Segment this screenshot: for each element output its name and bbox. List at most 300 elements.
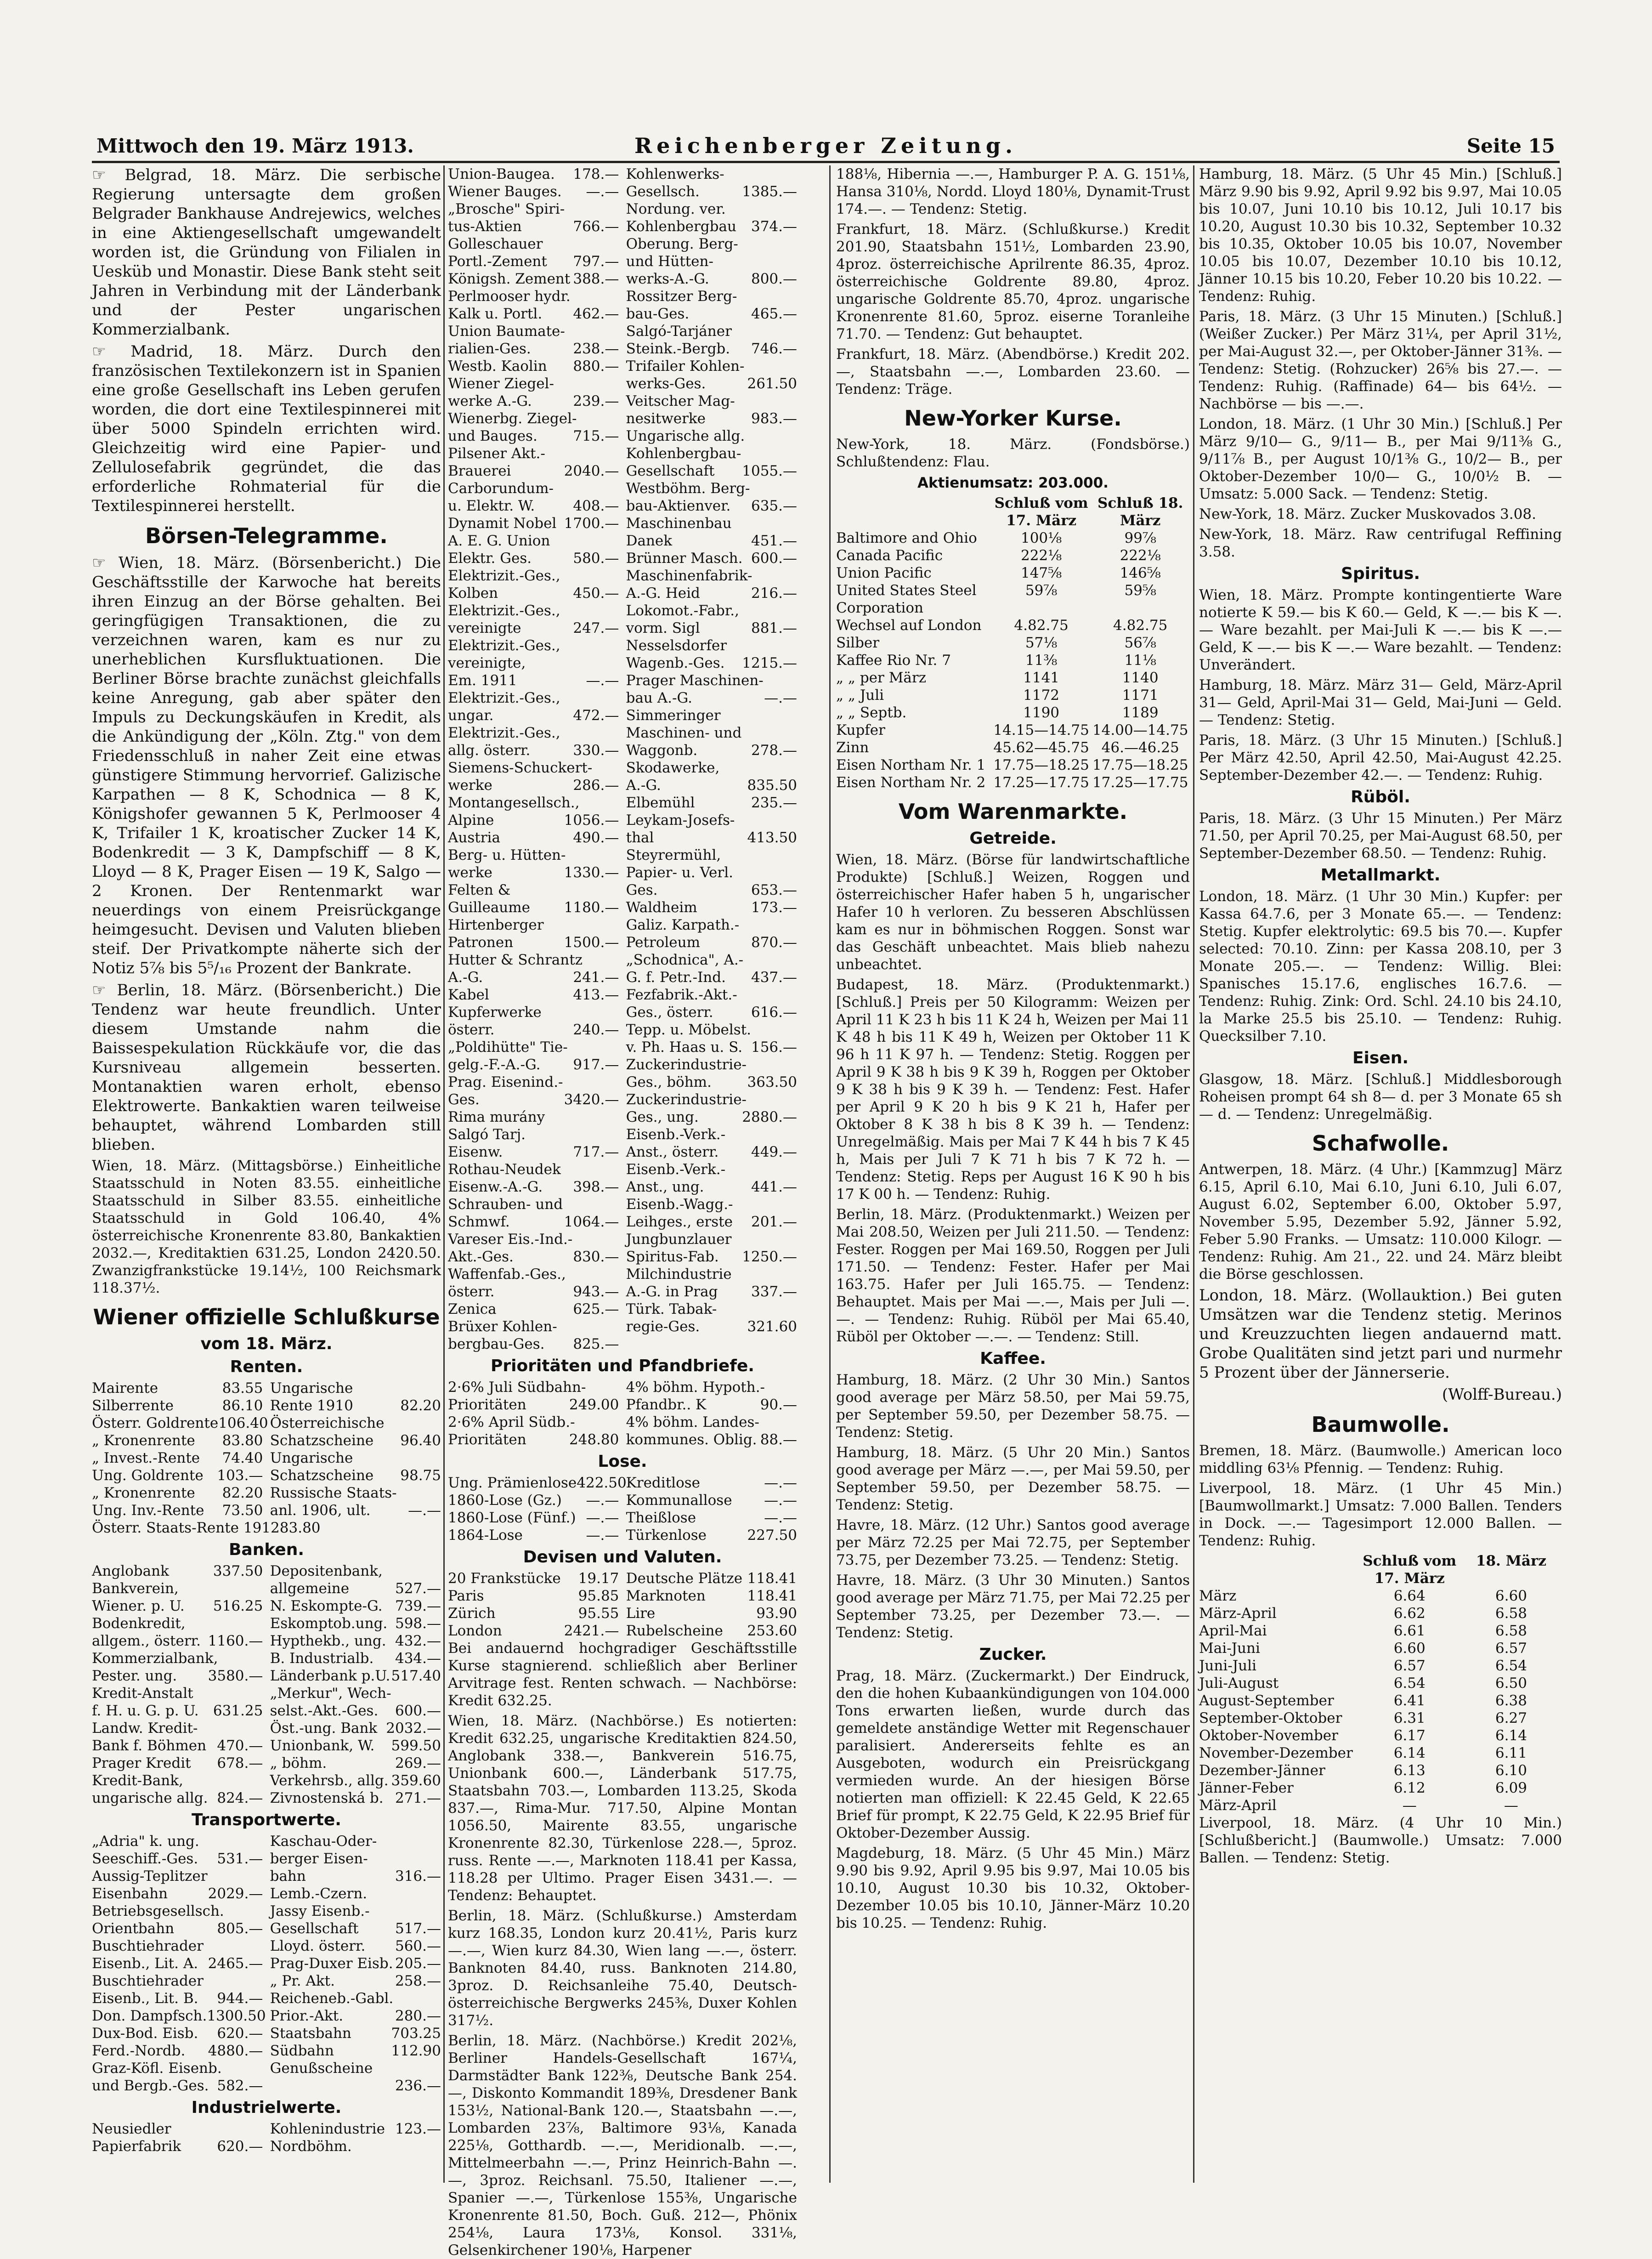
cell-value: 93.90 [756,1605,797,1622]
cell-label: Neusiedler [92,2121,171,2137]
table-row [448,1213,797,1231]
cell-label: Kreditlose [626,1475,700,1491]
cell-label: „ „ Juli [836,687,884,704]
cell-label: Fezfabrik.-Akt.- [626,987,737,1003]
cell-label: Lokomot.-Fabr., [626,602,740,619]
cell-label: „Schodnica", A.- [626,952,744,968]
cell-label: bau-Aktienver. [626,498,731,514]
cell-value: 100⅛ [1020,530,1062,546]
cell-label: „ Pr. Akt. [270,1973,335,1989]
cell-label: N. Eskompte-G. [270,1598,383,1614]
cell-label: Kohlenwerks- [626,166,724,182]
article-frankfurt-abend: Frankfurt, 18. März. (Abendbörse.) Kredit 202.—, Staatsbahn —.—, Lombarden 23.60. — Tendenz: Träge. [836,346,1190,397]
cell-label: „ böhm. [270,1755,327,1771]
cell-value: 797.— [573,253,619,270]
column-rule [443,165,445,2183]
cell-label: Nordung. ver. [626,201,726,217]
cell-value: 599.50 [391,1737,441,1754]
cell-label: Skodawerke, [626,760,720,776]
cell-value: 451.— [751,533,797,549]
table-row [448,323,797,340]
cell-label: u. Elektr. W. [448,498,535,514]
cell-value: 337.— [751,1283,797,1300]
cell-value: 103.— [217,1467,263,1484]
cell-label: Portl.-Zement [448,253,547,270]
cell-value: 620.— [217,2025,263,2042]
cell-value: 434.— [395,1650,441,1667]
cell-value: 95.55 [578,1605,619,1622]
column-1 [92,165,441,2183]
cell-value: 1300.50 [207,2008,266,2024]
cell-label: A.-G. [626,777,661,794]
table-row [448,183,797,200]
cell-label: werks-A.-G. [626,271,709,287]
banken-table [92,1562,441,1807]
table-row [448,1622,797,1640]
cell-label: „Merkur", Wech- [270,1685,391,1702]
cell-value: 6.60 [1393,1640,1426,1657]
cell-label: 1864-Lose [448,1527,523,1544]
cell-value: 943.— [573,1283,619,1300]
cell-value: 1056.— [564,812,619,829]
table-row [92,1580,441,1597]
cell-label: Ung. Goldrente [92,1467,204,1484]
cell-label: Ungarische [270,1380,353,1396]
article-ny-zucker-2: New-York, 18. März. Raw centrifugal Reffining 3.58. [1199,526,1562,560]
table-row [448,270,797,288]
cell-label: thal [626,829,654,846]
cell-label: Aussig-Teplitzer [92,1868,208,1884]
cell-value: 413.— [573,987,619,1003]
cell-label: Pester. ung. [92,1668,177,1684]
cell-value: 449.— [751,1144,797,1160]
cell-value: 178.— [573,166,619,182]
table-row [448,864,797,881]
article-frankfurt: Frankfurt, 18. März. (Schlußkurse.) Kredit 201.90, Staatsbahn 151½, Lombarden 23.90, 4proz. österreichische Aprilrente 86.35, 4proz. österreichische Goldrente 89.80, 4proz. ungarische Goldrente 85.70, 4proz. ungarische Kronenrente 81.60, 5proz. eiserne Toranleihe 71.70. — Tendenz: Gut behauptet. [836,221,1190,342]
cell-value: 4.82.75 [1014,617,1069,634]
cell-label: Pilsener Akt.- [448,445,545,462]
cell-value: 1190 [1023,704,1060,721]
cell-label: bau A.-G. [626,690,692,706]
cell-label: Lemb.-Czern. [270,1885,368,1902]
table-row [1199,1797,1562,1814]
table-row [836,669,1190,687]
cell-value: 398.— [573,1179,619,1195]
article-hamburg-zucker: Hamburg, 18. März. (5 Uhr 45 Min.) [Schluß.] März 9.90 bis 9.92, April 9.92 bis 9.97, Mai 10.05 bis 10.07, Juni 10.10 bis 10.12, Juli 10.17 bis 10.20, August 10.30 bis 10.32, September 10.32 bis 10.35, Oktober 10.05 bis 10.07, November 10.05 bis 10.07, Dezember 10.10 bis 10.12, Jänner 10.15 bis 10.20, Feber 10.20 bis 10.22. — Tendenz: Ruhig. [1199,166,1562,305]
cell-label: März [1199,1588,1237,1604]
table-row [1199,1744,1562,1762]
cell-label: September-Oktober [1199,1710,1342,1726]
table-row [448,1039,797,1056]
table-row [448,899,797,916]
cell-label: A. E. G. Union [448,533,550,549]
cell-value: 835.50 [747,777,797,794]
cell-value: 870.— [751,934,797,951]
cell-label: Mai-Juni [1199,1640,1260,1657]
cell-value: 235.— [751,795,797,811]
cell-label: Unionbank, W. [270,1737,375,1754]
cell-value: 96.40 [400,1432,441,1449]
article-paris-zucker: Paris, 18. März. (3 Uhr 15 Minuten.) [Schluß.] (Weißer Zucker.) Per März 31¼, per April 31½, per Mai-August 32.—, per Oktober-Jänner 31⅜. — Tendenz: Stetig. (Rohzucker) 26⅝ bis 27.—. — Tendenz: Ruhig. (Raffinade) 64— bis 64½. — Nachbörse — bis —.—. [1199,308,1562,412]
table-row [92,1850,441,1867]
cell-label: Tepp. u. Möbelst. [626,1022,752,1038]
table-row [92,2120,441,2138]
cell-value: 6.14 [1495,1727,1527,1744]
cell-label: Eisenb.-Wagg.- [626,1196,733,1213]
cell-value: 249.00 [569,1396,619,1413]
article-wien-nachboerse: Wien, 18. März. (Nachbörse.) Es notierten: Kredit 632.25, ungarische Kreditaktien 824.50, Anglobank 338.—, Bankverein 516.75, Unionbank 600.—, Länderbank 517.75, Staatsbahn 703.—, Lombarden 113.25, Skoda 837.—, Rima-Mur. 717.50, Alpine Montan 1056.50, Mairente 83.55, ungarische Kronenrente 82.30, Türkenlose 228.—, 5proz. russ. Rente —.—, Marknoten 118.41 per Kassa, 118.28 per Ultimo. Prager Eisen 3431.—. — Tendenz: Behauptet. [448,1713,797,1904]
cell-label: Gesellschaft [270,1920,359,1937]
table-row [448,637,797,654]
cell-label: Salgó-Tarjáner [626,323,732,340]
cell-label: Buschtiehrader [92,1938,204,1954]
cell-label: Elektrizit.-Ges., [448,690,560,706]
section-title-baumwolle: Baumwolle. [1311,1412,1450,1437]
cell-value: 6.64 [1393,1588,1426,1604]
cell-value: —.— [764,1475,797,1491]
cell-value: 653.— [751,882,797,898]
cell-value: 269.— [395,1755,441,1771]
cell-value: 205.— [395,1955,441,1972]
industrie-list [448,165,797,1353]
table-row [448,480,797,497]
table-row [448,1431,797,1448]
table-row [448,707,797,724]
cell-value: —.— [586,1492,619,1509]
cell-label: Ung. Prämienlose [448,1475,577,1491]
cell-label: Siemens-Schuckert- [448,760,593,776]
cell-label: Seeschiff.-Ges. [92,1850,198,1867]
cell-label: Deutsche Plätze [626,1570,743,1587]
cell-label: Ungarische allg. [626,428,745,444]
cell-value: 472.— [573,707,619,724]
cell-label: Elektrizit.-Ges., [448,725,560,741]
cell-label: Pfandbr.. K [626,1396,707,1413]
cell-label: v. Ph. Haas u. S. [626,1039,743,1056]
table-row [92,1990,441,2007]
cell-value: 253.60 [747,1623,797,1639]
cell-label: Patronen [448,934,514,951]
prio-table [448,1379,797,1448]
table-row [92,2007,441,2025]
cell-value: 1189 [1122,704,1159,721]
cell-label: Österr. Staats-Rente 1912 [92,1520,280,1536]
cell-value: 14.00—14.75 [1092,722,1188,738]
cell-value: 83.80 [279,1520,321,1536]
devisen-title: Devisen und Valuten. [523,1548,722,1567]
cell-value: 6.58 [1495,1623,1527,1639]
table-row [448,846,797,864]
section-title-schafwolle: Schafwolle. [1312,1131,1449,1156]
cell-value: 17.25—17.75 [993,774,1089,791]
cell-value: 316.— [395,1868,441,1884]
table-row [448,1527,797,1544]
cell-label [1199,1552,1359,1587]
cell-value: 258.— [395,1973,441,1989]
column-3 [836,165,1190,2183]
cell-label: Trifailer Kohlen- [626,358,745,375]
table-row [1199,1587,1562,1605]
cell-value: 450.— [573,585,619,602]
cell-label: Kupfer [836,722,885,738]
cell-value: 6.13 [1393,1762,1426,1779]
table-row [92,1754,441,1772]
cell-label: Rothau-Neudek [448,1161,561,1178]
cell-label: werke A.-G. [448,393,532,409]
column-2 [448,165,797,2259]
cell-value: 1160.— [208,1633,263,1649]
cell-label: Kohlenbergbau [626,218,736,235]
table-row [448,567,797,585]
cell-label: Austria [448,829,500,846]
cell-value: 635.— [751,498,797,514]
table-row [448,969,797,986]
article-paris-ruboel: Paris, 18. März. (3 Uhr 15 Minuten.) Per März 71.50, per April 70.25, per Mai-August 68.50, per September-Dezember 68.50. — Tendenz: Ruhig. [1199,810,1562,862]
cell-value: 4880.— [208,2043,263,2059]
table-row [448,654,797,672]
cell-value: 374.— [751,218,797,235]
cell-value: 74.40 [222,1450,263,1466]
cell-value: 616.— [751,1004,797,1021]
cell-label: Orientbahn [92,1920,175,1937]
cell-label: „ „ per März [836,670,927,686]
cell-label: A.-G. [448,969,483,986]
table-row [448,602,797,619]
cell-value: 6.57 [1393,1657,1426,1674]
cell-label: Buschtiehrader [92,1973,204,1989]
cell-value: 600.— [751,550,797,567]
cell-label: bahn [270,1868,306,1884]
table-row [448,777,797,794]
cell-label: Carborundum- [448,480,554,497]
cell-label: Russische Staats- [270,1485,397,1501]
cell-value: —.— [586,672,619,689]
cell-value: 286.— [573,777,619,794]
cell-label: Königsh. Zement [448,271,571,287]
cell-value: 1141 [1023,670,1060,686]
cell-value: 1330.— [564,864,619,881]
cell-value: 112.90 [391,2043,441,2059]
cell-value: 1180.— [564,899,619,916]
cell-label: Anst., österr. [626,1144,719,1160]
article-madrid: ☞ Madrid, 18. März. Durch den französischen Textilekonzern ist in Spanien eine große Gesellschaft ins Leben gerufen worden, die dort eine Textilespinnerei mit über 5000 Spindeln errichten wird. Gleichzeitig wird eine Papier- und Zellulosefabrik gegründet, die das erforderliche Rohmaterial für die Textilespinnerei herstellt. [92,342,441,515]
article-berlin-nachboerse: Berlin, 18. März. (Nachbörse.) Kredit 202⅛, Berliner Handels-Gesellschaft 167¼, Darmstädter Bank 122⅜, Deutsche Bank 254.—, Diskonto Kommandit 189⅜, Dresdener Bank 153½, National-Bank 120.—, Staatsbahn —.—, Lombarden 23⅞, Baltimore 93⅛, Kanada 225⅛, Gotthardb. —.—, Meridionalb. —.—, Mittelmeerbahn —.—, Prinz Heinrich-Bahn —.—, 3proz. Reichsanl. 75.50, Italiener —.—, Spanier —.—, Türkenlose 155⅜, Ungarische Kronenrente 81.50, Boch. Guß. 212—, Phönix 254⅛, Laura 173⅛, Konsol. 331⅛, Gelsenkirchener 190⅛, Harpener [448,2032,797,2259]
cell-label: Galiz. Karpath.- [626,917,740,933]
cell-label: Maschinenbau [626,515,732,532]
cell-label: f. H. u. G. p. U. [92,1703,199,1719]
table-row [1199,1657,1562,1674]
cell-label: Österreichische [270,1415,385,1431]
cell-label: Nesselsdorfer [626,637,727,654]
cell-label: Zuckerindustrie- [626,1056,747,1073]
cell-label: Prior.-Akt. [270,2008,344,2024]
cell-value: 118.41 [747,1588,797,1604]
cell-label: Union-Baugea. [448,166,555,182]
table-row [1199,1709,1562,1727]
cell-label: Prioritäten [448,1396,526,1413]
kaffee-title: Kaffee. [980,1349,1046,1368]
cell-value: 11⅛ [1124,652,1156,669]
cell-value: 337.50 [213,1563,263,1579]
cell-value: 739.— [395,1598,441,1614]
table-row [836,756,1190,774]
cell-label: Gesellschaft [626,463,715,479]
cell-label: Juli-August [1199,1675,1279,1691]
table-row [92,2025,441,2042]
cell-label: A.-G. Heid [626,585,700,602]
cell-label: „Poldihütte" Tie- [448,1039,568,1056]
table-row [448,1196,797,1213]
table-row [836,774,1190,791]
cell-label: Union Pacific [836,565,932,581]
cell-value: 1250.— [742,1249,797,1265]
table-row [92,1702,441,1720]
cell-value: 582.— [217,2077,263,2094]
cell-label: und Bauges. [448,428,537,444]
cell-label: Theißlose [626,1510,696,1526]
article-top: 188⅛, Hibernia —.—, Hamburger P. A. G. 151⅛, Hansa 310⅛, Nordd. Lloyd 180⅛, Dynamit-Trust 174.—. — Tendenz: Stetig. [836,166,1190,217]
cell-value: 441.— [751,1179,797,1195]
article-wien-mittag: Wien, 18. März. (Mittagsbörse.) Einheitliche Staatsschuld in Noten 83.55. einheitliche Staatsschuld in Silber 83.55. einheitliche Staatsschuld in Gold 106.40, 4% österreichische Kronenrente 83.80, Bankaktien 2032.—, Kreditaktien 631.25, London 2420.50. Zwanzigfrankstücke 19.14½, 100 Reichsmark 118.37½. [92,1158,441,1296]
cell-value: 531.— [217,1850,263,1867]
cell-value: 90.— [760,1396,797,1413]
cell-value: 3420.— [564,1091,619,1108]
column-4 [1199,165,1562,2183]
cell-value: 6.09 [1495,1780,1527,1796]
cell-label: Türkenlose [626,1527,707,1544]
cell-value: 516.25 [213,1598,263,1614]
table-row [448,1108,797,1126]
cell-value: 717.— [573,1144,619,1160]
table-row [448,951,797,969]
cell-label: Eisenw. [448,1144,503,1160]
cell-label: bergbau-Ges. [448,1336,545,1352]
table-row [92,1597,441,1615]
table-row [836,529,1190,547]
cell-value: 6.31 [1393,1710,1426,1726]
cell-label: Lire [626,1605,656,1622]
renten-title: Renten. [230,1357,303,1376]
cell-label: Depositenbank, [270,1563,383,1579]
cell-value: 227.50 [747,1527,797,1544]
cell-label: Südbahn [270,2043,334,2059]
table-row [448,375,797,392]
cell-value: 678.— [217,1755,263,1771]
cell-label: Jassy Eisenb.- [270,1903,370,1919]
cell-label: Papierfabrik [92,2138,181,2155]
cell-label: berger Eisen- [270,1850,368,1867]
cell-value: 6.54 [1393,1675,1426,1691]
cell-label: allgem., österr. [92,1633,201,1649]
cell-label: Guilleaume [448,899,531,916]
bw-table-head [1199,1552,1562,1587]
table-row [92,1955,441,1972]
cell-label: Maschinen- und [626,725,742,741]
table-row [92,1737,441,1754]
cell-label: Schatzscheine [270,1467,374,1484]
cell-value: 800.— [751,271,797,287]
header-date: Mittwoch den 19. März 1913. [96,135,414,157]
table-row [448,759,797,777]
industrie-title: Industrielwerte. [191,2098,342,2117]
cell-value: 216.— [751,585,797,602]
cell-value: 248.80 [569,1431,619,1448]
table-row [92,1484,441,1502]
cell-label: Brünner Masch. [626,550,743,567]
cell-value: 6.58 [1495,1605,1527,1622]
cell-label: Elbemühl [626,795,695,811]
cell-label: Prager Maschinen- [626,672,764,689]
cell-label: März-April [1199,1605,1277,1622]
table-row [448,934,797,951]
cell-label: Jänner-Feber [1199,1780,1294,1796]
transport-title: Transportwerte. [192,1811,341,1829]
cell-label: vereinigte [448,620,521,636]
article-prag-zucker: Prag, 18. März. (Zuckermarkt.) Der Eindruck, den die hohen Kubaankündigungen von 104.000 Tons erwarten ließen, wurde durch das gemeldete anständige Wetter mit Regenschauer paralisiert. Andererseits fehlte es an Ausgeboten, wodurch ein Preisrückgang vermieden wurde. An der hiesigen Börse notierten man offiziell: K 22.45 Geld, K 22.65 Brief für prompt, K 22.75 Geld, K 22.95 Brief für Oktober-Dezember Aussig. [836,1668,1190,1841]
table-row [448,986,797,1004]
wiener-date: vom 18. März. [200,1334,333,1353]
cell-label: „ Kronenrente [92,1485,195,1501]
cell-label: und Hütten- [626,253,713,270]
metall-title: Metallmarkt. [1320,866,1441,885]
cell-value: 1700.— [564,515,619,532]
cell-value: 2465.— [208,1955,263,1972]
cell-label: Petroleum [626,934,700,951]
table-row [92,1519,441,1537]
cell-label: Zinn [836,739,869,756]
cell-label: Don. Dampfsch. [92,2008,207,2024]
cell-label: Silberrente [92,1397,174,1414]
cell-value: 82.20 [400,1397,441,1414]
cell-label: Wiener Bauges. [448,183,562,200]
cell-label: vorm. Sigl [626,620,700,636]
spiritus-title: Spiritus. [1341,564,1420,583]
table-row [1199,1640,1562,1657]
table-row [92,1720,441,1737]
cell-label: österr. [448,1283,495,1300]
cell-label: „ Invest.-Rente [92,1450,200,1466]
cell-label: 4% böhm. Landes- [626,1414,759,1430]
cell-label: Eisenb.-Verk.- [626,1161,726,1178]
cell-label: Rossitzer Berg- [626,288,737,305]
table-row [448,218,797,235]
cell-label: Kommunallose [626,1492,732,1509]
table-row [448,1335,797,1353]
table-row [448,392,797,410]
cell-value: 146⅝ [1120,565,1161,581]
cell-value: 715.— [573,428,619,444]
article-liverpool-1: Liverpool, 18. März. (1 Uhr 45 Min.) [Baumwollmarkt.] Umsatz: 7.000 Ballen. Tenders in Dock. —.— Tagesimport 12.000 Ballen. — Tendenz: Ruhig. [1199,1480,1562,1549]
cell-label: 4% böhm. Hypoth.- [626,1379,765,1396]
table-row [92,1414,441,1432]
cell-value: 239.— [573,393,619,409]
table-row [448,462,797,480]
table-row [92,1467,441,1484]
section-title-waren: Vom Warenmarkte. [898,799,1128,824]
table-row [92,1379,441,1397]
cell-label: Union Baumate- [448,323,565,340]
cell-value: 201.— [751,1214,797,1230]
cell-label: Nordböhm. [270,2138,352,2155]
cell-label: 1860-Lose (Gz.) [448,1492,562,1509]
table-row [448,881,797,899]
page-header [92,129,1560,163]
table-row [448,1587,797,1605]
cell-label: tus-Aktien [448,218,522,235]
cell-label: Kaschau-Oder- [270,1833,377,1850]
cell-label: und Bergb.-Ges. [92,2077,209,2094]
cell-value: —.— [586,1510,619,1526]
